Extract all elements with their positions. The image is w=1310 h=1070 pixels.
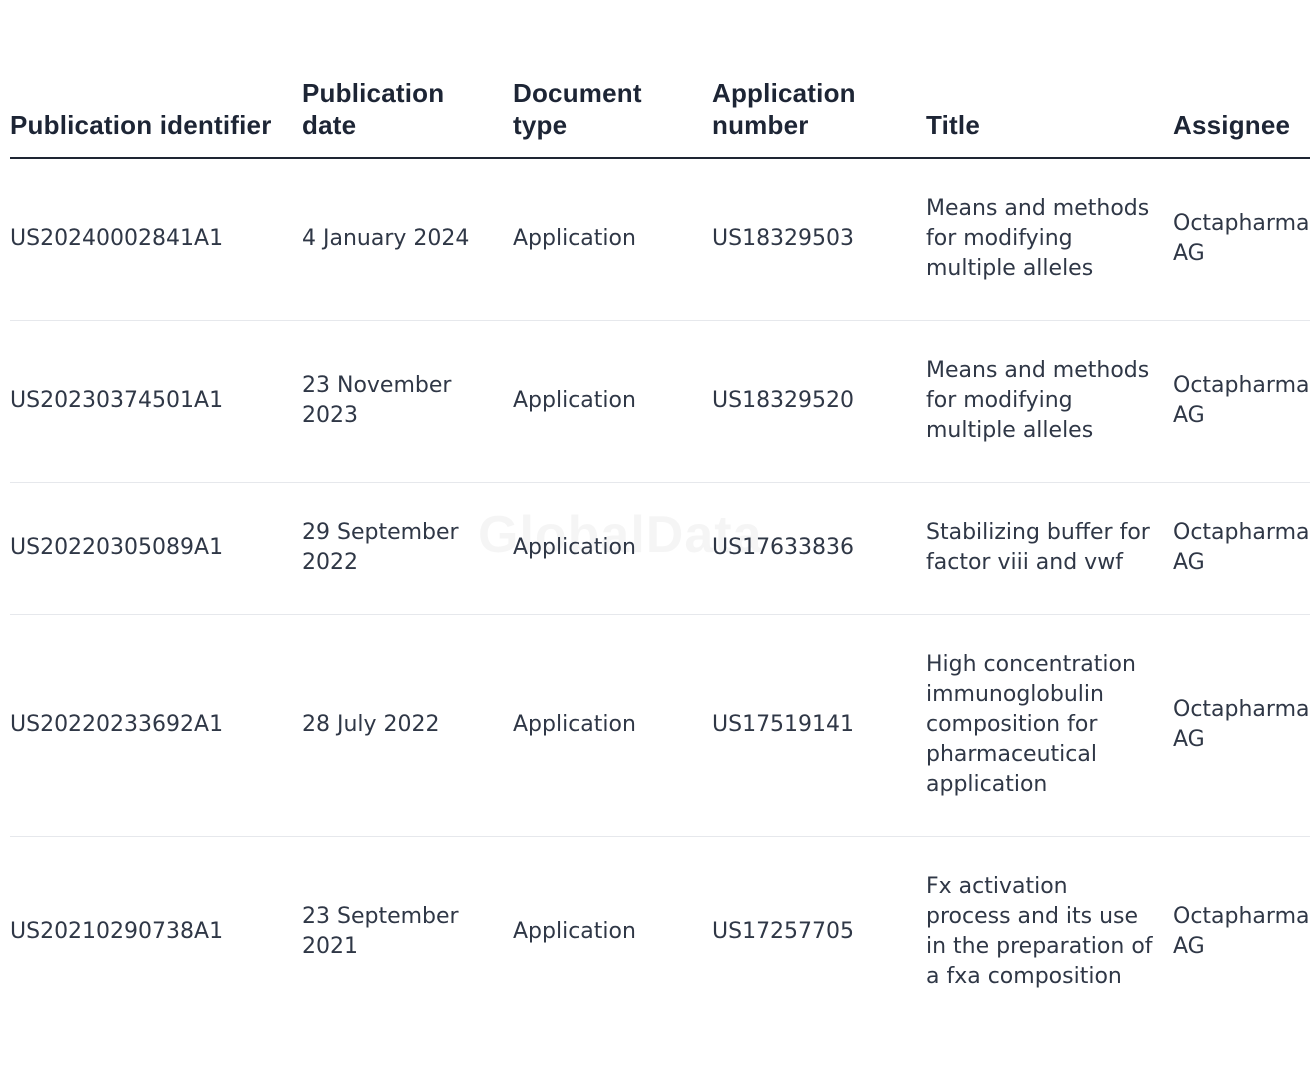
header-title: Title <box>926 0 1173 158</box>
table-row <box>10 320 1310 482</box>
cell-title: High concentration immunoglobulin composition for pharmaceutical application <box>926 614 1173 836</box>
table-row <box>10 614 1310 836</box>
header-row <box>10 0 1310 158</box>
table-row <box>10 158 1310 320</box>
table-header <box>10 0 1310 158</box>
cell-publication-identifier: US20220305089A1 <box>10 482 302 614</box>
cell-publication-date: 28 July 2022 <box>302 614 513 836</box>
table-row <box>10 482 1310 614</box>
cell-publication-date: 23 September 2021 <box>302 904 459 960</box>
cell-publication-identifier: US20220233692A1 <box>10 614 302 836</box>
table-body <box>10 158 1310 1028</box>
cell-application-number: US17257705 <box>712 919 855 945</box>
cell-title: Means and methods for modifying multiple alleles <box>926 320 1173 482</box>
table-row <box>10 836 1310 1028</box>
patents-table-container <box>10 0 1310 1070</box>
cell-document-type: Application <box>513 320 712 482</box>
cell-title: Means and methods for modifying multiple alleles <box>926 158 1173 320</box>
cell-publication-identifier: US20240002841A1 <box>10 158 302 320</box>
cell-publication-identifier: US20230374501A1 <box>10 320 302 482</box>
header-document-type: Document type <box>513 0 712 158</box>
cell-application-number: US18329520 <box>712 320 926 482</box>
cell-application-number: US17519141 <box>712 614 926 836</box>
cell-assignee: Octapharma AG <box>1173 320 1310 482</box>
cell-publication-identifier: US20210290738A1 <box>10 919 224 945</box>
cell-application-number: US17633836 <box>712 482 926 614</box>
cell-document-type: Application <box>513 614 712 836</box>
header-publication-identifier: Publication identifier <box>10 0 302 158</box>
cell-assignee: Octapharma AG <box>1173 614 1310 836</box>
cell-assignee: Octapharma AG <box>1173 482 1310 614</box>
cell-document-type: Application <box>513 158 712 320</box>
cell-application-number: US18329503 <box>712 158 926 320</box>
cell-title: Stabilizing buffer for factor viii and vwf <box>926 482 1173 614</box>
patents-table <box>10 0 1310 1028</box>
header-application-number: Application number <box>712 0 926 158</box>
header-publication-date: Publication date <box>302 0 513 158</box>
cell-assignee: Octapharma AG <box>1173 904 1310 960</box>
cell-publication-date: 29 September 2022 <box>302 482 513 614</box>
cell-publication-date: 4 January 2024 <box>302 158 513 320</box>
cell-publication-date: 23 November 2023 <box>302 320 513 482</box>
cell-assignee: Octapharma AG <box>1173 158 1310 320</box>
cell-document-type: Application <box>513 919 636 945</box>
cell-document-type: Application <box>513 482 712 614</box>
cell-title: Fx activation process and its use in the preparation of a fxa composition <box>926 874 1153 990</box>
header-assignee: Assignee <box>1173 0 1310 158</box>
